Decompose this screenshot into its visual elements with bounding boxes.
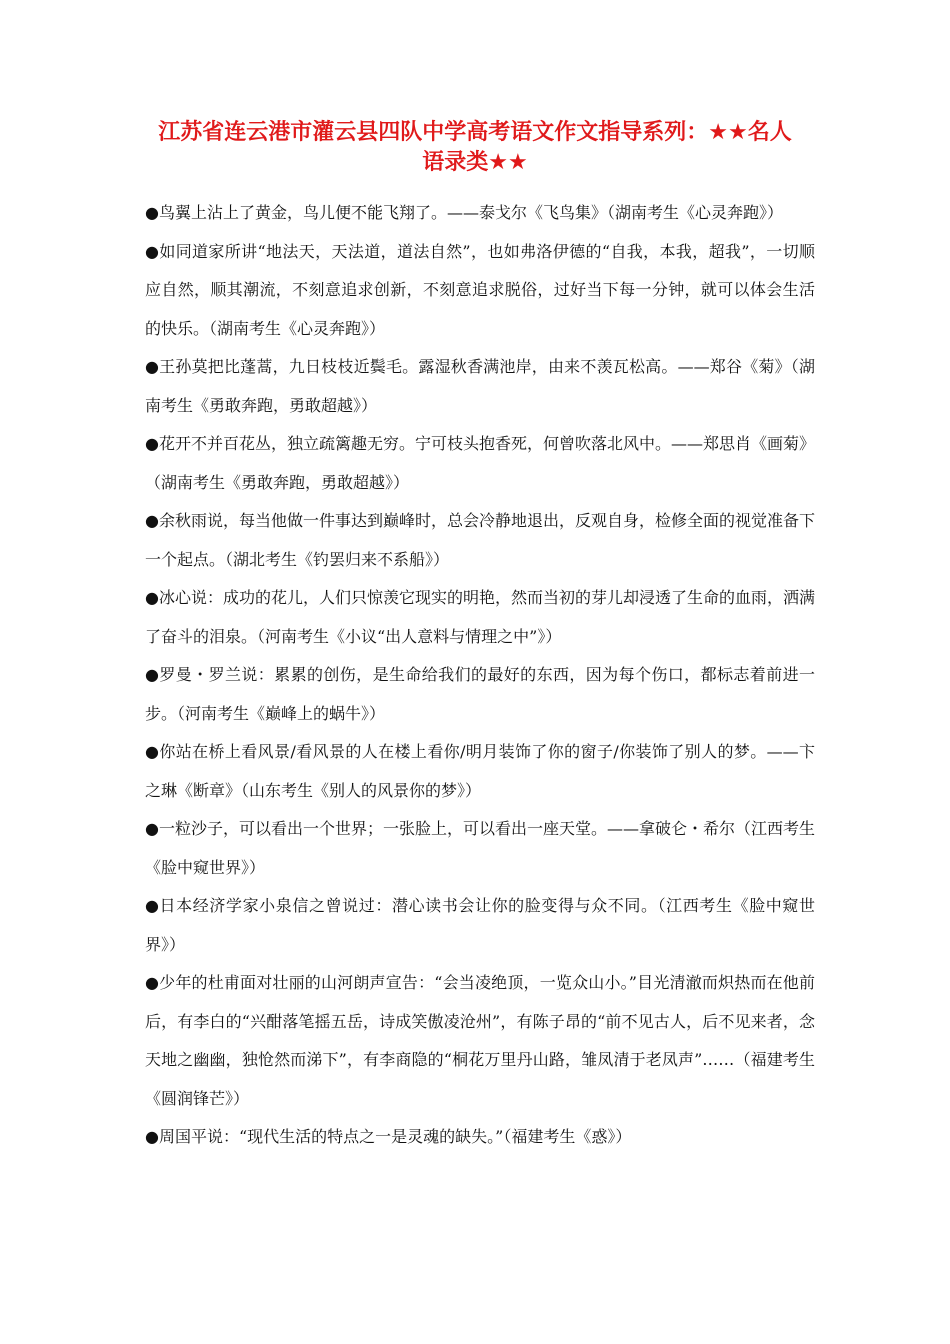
quote-paragraph: ●日本经济学家小泉信之曾说过：潜心读书会让你的脸变得与众不同。（江西考生《脸中窥世界》） — [145, 896, 815, 954]
quote-paragraph: ●一粒沙子，可以看出一个世界；一张脸上，可以看出一座天堂。——拿破仑・希尔（江西考生《脸中窥世界》） — [145, 819, 815, 877]
quote-paragraph: ●周国平说：“现代生活的特点之一是灵魂的缺失。”（福建考生《惑》） — [145, 1127, 632, 1146]
quote-list — [145, 194, 815, 1157]
quote-paragraph: ●如同道家所讲“地法天，天法道，道法自然”，也如弗洛伊德的“自我，本我，超我”，一切顺应自然，顺其潮流，不刻意追求创新，不刻意追求脱俗，过好当下每一分钟，就可以体会生活的快乐。（湖南考生《心灵奔跑》） — [145, 241, 815, 338]
quote-paragraph: ●鸟翼上沾上了黄金，鸟儿便不能飞翔了。——泰戈尔《飞鸟集》（湖南考生《心灵奔跑》） — [145, 203, 783, 222]
quote-paragraph: ●冰心说：成功的花儿，人们只惊羡它现实的明艳，然而当初的芽儿却浸透了生命的血雨，洒满了奋斗的泪泉。（河南考生《小议“出人意料与情理之中”》） — [145, 588, 815, 646]
document-title — [120, 118, 830, 178]
quote-paragraph: ●你站在桥上看风景/看风景的人在楼上看你/明月装饰了你的窗子/你装饰了别人的梦。——卞之琳《断章》（山东考生《别人的风景你的梦》） — [145, 742, 815, 800]
title-line-1: 江苏省连云港市灌云县四队中学高考语文作文指导系列：★★名人 — [158, 120, 792, 145]
quote-paragraph: ●余秋雨说，每当他做一件事达到巅峰时，总会冷静地退出，反观自身，检修全面的视觉准备下一个起点。（湖北考生《钓罢归来不系船》） — [145, 511, 815, 569]
title-line-2: 语录类★★ — [422, 150, 528, 175]
quote-paragraph: ●王孙莫把比蓬蒿，九日枝枝近鬓毛。露湿秋香满池岸，由来不羡瓦松高。——郑谷《菊》（湖南考生《勇敢奔跑，勇敢超越》） — [145, 357, 815, 415]
quote-paragraph: ●少年的杜甫面对壮丽的山河朗声宣告：“会当凌绝顶，一览众山小。”目光清澈而炽热而在他前后，有李白的“兴酣落笔摇五岳，诗成笑傲凌沧州”，有陈子昂的“前不见古人，后不见来者，念天地之幽幽，独怆然而涕下”，有李商隐的“桐花万里丹山路，雏凤清于老凤声”……（福建考生《圆润锋芒》） — [145, 973, 815, 1108]
quote-paragraph: ●花开不并百花丛，独立疏篱趣无穷。宁可枝头抱香死，何曾吹落北风中。——郑思肖《画菊》（湖南考生《勇敢奔跑，勇敢超越》） — [145, 434, 815, 492]
quote-paragraph: ●罗曼・罗兰说：累累的创伤，是生命给我们的最好的东西，因为每个伤口，都标志着前进一步。（河南考生《巅峰上的蜗牛》） — [145, 665, 815, 723]
